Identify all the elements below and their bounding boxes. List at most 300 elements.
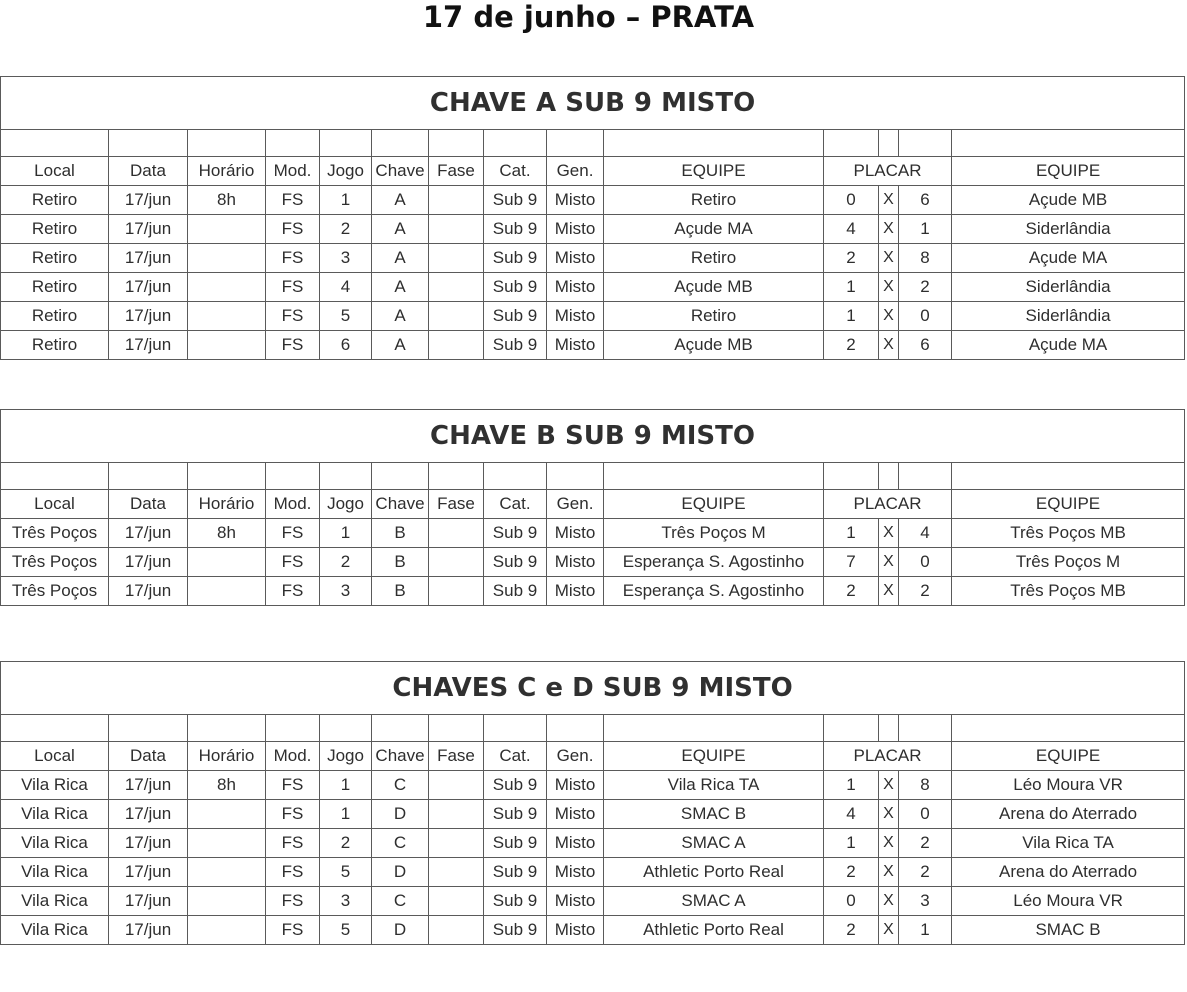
cell-local: Retiro (1, 186, 109, 215)
cell-jogo: 6 (320, 331, 372, 360)
blank-cell (1, 463, 109, 490)
column-header: Jogo (320, 742, 372, 771)
cell-equipe-1: Retiro (604, 302, 824, 331)
blank-cell (188, 715, 266, 742)
cell-chave: B (372, 519, 429, 548)
cell-jogo: 1 (320, 800, 372, 829)
cell-placar-2: 6 (899, 186, 952, 215)
blank-cell (824, 130, 879, 157)
cell-placar-2: 6 (899, 331, 952, 360)
cell-placar-2: 2 (899, 829, 952, 858)
schedule-table (0, 661, 1185, 945)
cell-horario: 8h (188, 771, 266, 800)
cell-cat: Sub 9 (484, 186, 547, 215)
cell-local: Vila Rica (1, 887, 109, 916)
cell-gen: Misto (547, 548, 604, 577)
blank-cell (484, 130, 547, 157)
cell-equipe-2: Três Poços MB (952, 577, 1185, 606)
cell-cat: Sub 9 (484, 244, 547, 273)
cell-gen: Misto (547, 771, 604, 800)
cell-cat: Sub 9 (484, 829, 547, 858)
cell-placar-x: X (879, 829, 899, 858)
cell-fase (429, 887, 484, 916)
cell-fase (429, 215, 484, 244)
cell-data: 17/jun (109, 858, 188, 887)
cell-placar-2: 8 (899, 771, 952, 800)
cell-placar-1: 0 (824, 887, 879, 916)
column-header: Local (1, 742, 109, 771)
blank-cell (372, 130, 429, 157)
section-heading-row (1, 77, 1185, 130)
cell-local: Retiro (1, 244, 109, 273)
column-header: Mod. (266, 742, 320, 771)
cell-placar-2: 3 (899, 887, 952, 916)
cell-data: 17/jun (109, 916, 188, 945)
cell-equipe-1: Açude MB (604, 273, 824, 302)
cell-equipe-1: Retiro (604, 186, 824, 215)
cell-placar-1: 4 (824, 215, 879, 244)
cell-mod: FS (266, 800, 320, 829)
cell-local: Três Poços (1, 577, 109, 606)
cell-mod: FS (266, 858, 320, 887)
cell-placar-1: 1 (824, 771, 879, 800)
column-header: Cat. (484, 742, 547, 771)
cell-equipe-2: SMAC B (952, 916, 1185, 945)
cell-horario: 8h (188, 186, 266, 215)
cell-equipe-2: Açude MA (952, 244, 1185, 273)
cell-local: Retiro (1, 331, 109, 360)
cell-placar-x: X (879, 916, 899, 945)
table-row (1, 771, 1185, 800)
column-header: Jogo (320, 157, 372, 186)
cell-data: 17/jun (109, 186, 188, 215)
cell-chave: B (372, 577, 429, 606)
cell-chave: A (372, 186, 429, 215)
cell-placar-x: X (879, 858, 899, 887)
blank-row (1, 130, 1185, 157)
cell-fase (429, 577, 484, 606)
blank-cell (429, 715, 484, 742)
cell-placar-2: 0 (899, 302, 952, 331)
cell-cat: Sub 9 (484, 215, 547, 244)
blank-cell (266, 463, 320, 490)
cell-placar-2: 4 (899, 519, 952, 548)
cell-placar-x: X (879, 244, 899, 273)
column-header: Chave (372, 490, 429, 519)
cell-equipe-1: Athletic Porto Real (604, 916, 824, 945)
cell-chave: D (372, 858, 429, 887)
cell-fase (429, 829, 484, 858)
cell-local: Três Poços (1, 519, 109, 548)
cell-mod: FS (266, 186, 320, 215)
section-heading: CHAVES C e D SUB 9 MISTO (1, 662, 1185, 715)
cell-local: Vila Rica (1, 829, 109, 858)
cell-gen: Misto (547, 244, 604, 273)
column-header: Gen. (547, 157, 604, 186)
blank-cell (188, 130, 266, 157)
blank-cell (320, 130, 372, 157)
cell-mod: FS (266, 519, 320, 548)
cell-mod: FS (266, 273, 320, 302)
cell-placar-x: X (879, 302, 899, 331)
cell-data: 17/jun (109, 331, 188, 360)
cell-data: 17/jun (109, 302, 188, 331)
blank-cell (109, 130, 188, 157)
cell-horario (188, 548, 266, 577)
cell-fase (429, 916, 484, 945)
cell-jogo: 5 (320, 302, 372, 331)
cell-placar-x: X (879, 800, 899, 829)
table-row (1, 331, 1185, 360)
cell-cat: Sub 9 (484, 273, 547, 302)
column-header: Horário (188, 490, 266, 519)
cell-jogo: 4 (320, 273, 372, 302)
section-heading: CHAVE B SUB 9 MISTO (1, 410, 1185, 463)
table-row (1, 244, 1185, 273)
cell-horario: 8h (188, 519, 266, 548)
blank-row (1, 463, 1185, 490)
cell-equipe-2: Três Poços M (952, 548, 1185, 577)
cell-local: Vila Rica (1, 858, 109, 887)
cell-data: 17/jun (109, 519, 188, 548)
cell-equipe-2: Vila Rica TA (952, 829, 1185, 858)
cell-data: 17/jun (109, 829, 188, 858)
column-header: Fase (429, 490, 484, 519)
cell-equipe-2: Léo Moura VR (952, 771, 1185, 800)
cell-placar-1: 0 (824, 186, 879, 215)
blank-cell (899, 715, 952, 742)
cell-placar-x: X (879, 548, 899, 577)
cell-fase (429, 519, 484, 548)
cell-jogo: 3 (320, 887, 372, 916)
cell-fase (429, 771, 484, 800)
cell-mod: FS (266, 916, 320, 945)
cell-placar-1: 1 (824, 302, 879, 331)
cell-jogo: 3 (320, 244, 372, 273)
cell-horario (188, 916, 266, 945)
cell-horario (188, 800, 266, 829)
blank-cell (824, 463, 879, 490)
cell-placar-x: X (879, 186, 899, 215)
schedule-table (0, 76, 1185, 360)
cell-fase (429, 273, 484, 302)
cell-equipe-2: Arena do Aterrado (952, 858, 1185, 887)
blank-cell (879, 463, 899, 490)
cell-equipe-1: SMAC A (604, 829, 824, 858)
column-header: Cat. (484, 490, 547, 519)
blank-cell (188, 463, 266, 490)
blank-row (1, 715, 1185, 742)
cell-placar-1: 2 (824, 858, 879, 887)
blank-cell (109, 463, 188, 490)
blank-cell (952, 463, 1185, 490)
blank-cell (429, 130, 484, 157)
cell-fase (429, 800, 484, 829)
cell-equipe-2: Siderlândia (952, 273, 1185, 302)
cell-horario (188, 887, 266, 916)
cell-jogo: 1 (320, 519, 372, 548)
table-row (1, 577, 1185, 606)
blank-cell (372, 463, 429, 490)
column-header: Local (1, 490, 109, 519)
cell-jogo: 5 (320, 916, 372, 945)
cell-gen: Misto (547, 273, 604, 302)
cell-equipe-2: Açude MA (952, 331, 1185, 360)
cell-equipe-1: Athletic Porto Real (604, 858, 824, 887)
cell-equipe-1: Retiro (604, 244, 824, 273)
cell-placar-1: 2 (824, 244, 879, 273)
cell-horario (188, 829, 266, 858)
cell-equipe-1: Esperança S. Agostinho (604, 577, 824, 606)
cell-data: 17/jun (109, 800, 188, 829)
blank-cell (1, 130, 109, 157)
column-header: Mod. (266, 157, 320, 186)
cell-placar-2: 2 (899, 273, 952, 302)
cell-chave: A (372, 244, 429, 273)
blank-cell (266, 715, 320, 742)
table-row (1, 273, 1185, 302)
blank-cell (484, 715, 547, 742)
cell-data: 17/jun (109, 273, 188, 302)
cell-jogo: 1 (320, 771, 372, 800)
cell-fase (429, 302, 484, 331)
cell-local: Vila Rica (1, 771, 109, 800)
cell-equipe-2: Siderlândia (952, 302, 1185, 331)
cell-equipe-1: Esperança S. Agostinho (604, 548, 824, 577)
cell-cat: Sub 9 (484, 331, 547, 360)
column-header-row (1, 157, 1185, 186)
blank-cell (899, 463, 952, 490)
table-row (1, 548, 1185, 577)
cell-mod: FS (266, 548, 320, 577)
cell-gen: Misto (547, 887, 604, 916)
column-header-placar: PLACAR (824, 742, 952, 771)
section-chave-b (0, 409, 1181, 606)
column-header: Mod. (266, 490, 320, 519)
column-header: Data (109, 157, 188, 186)
cell-horario (188, 244, 266, 273)
blank-cell (952, 130, 1185, 157)
section-heading-row (1, 410, 1185, 463)
cell-local: Retiro (1, 302, 109, 331)
column-header: Chave (372, 742, 429, 771)
cell-equipe-2: Léo Moura VR (952, 887, 1185, 916)
blank-cell (266, 130, 320, 157)
cell-gen: Misto (547, 829, 604, 858)
cell-gen: Misto (547, 186, 604, 215)
cell-placar-1: 1 (824, 829, 879, 858)
cell-gen: Misto (547, 800, 604, 829)
cell-placar-1: 1 (824, 273, 879, 302)
cell-equipe-2: Arena do Aterrado (952, 800, 1185, 829)
column-header-placar: PLACAR (824, 157, 952, 186)
cell-chave: A (372, 273, 429, 302)
cell-chave: B (372, 548, 429, 577)
column-header-row (1, 490, 1185, 519)
cell-chave: A (372, 331, 429, 360)
cell-placar-2: 0 (899, 800, 952, 829)
table-row (1, 858, 1185, 887)
column-header: EQUIPE (604, 742, 824, 771)
cell-placar-1: 2 (824, 331, 879, 360)
column-header: Gen. (547, 742, 604, 771)
column-header: EQUIPE (604, 157, 824, 186)
cell-placar-1: 2 (824, 577, 879, 606)
cell-cat: Sub 9 (484, 302, 547, 331)
cell-local: Retiro (1, 215, 109, 244)
blank-cell (429, 463, 484, 490)
cell-chave: D (372, 916, 429, 945)
column-header: Chave (372, 157, 429, 186)
cell-local: Vila Rica (1, 800, 109, 829)
cell-placar-2: 8 (899, 244, 952, 273)
table-row (1, 302, 1185, 331)
table-row (1, 829, 1185, 858)
cell-placar-1: 4 (824, 800, 879, 829)
cell-gen: Misto (547, 858, 604, 887)
cell-cat: Sub 9 (484, 800, 547, 829)
cell-fase (429, 186, 484, 215)
column-header: EQUIPE (952, 157, 1185, 186)
cell-mod: FS (266, 771, 320, 800)
table-row (1, 800, 1185, 829)
cell-mod: FS (266, 215, 320, 244)
blank-cell (604, 715, 824, 742)
cell-cat: Sub 9 (484, 519, 547, 548)
column-header: Data (109, 742, 188, 771)
cell-fase (429, 548, 484, 577)
cell-placar-2: 0 (899, 548, 952, 577)
cell-mod: FS (266, 244, 320, 273)
table-row (1, 186, 1185, 215)
cell-data: 17/jun (109, 215, 188, 244)
cell-cat: Sub 9 (484, 858, 547, 887)
cell-gen: Misto (547, 916, 604, 945)
cell-chave: C (372, 829, 429, 858)
column-header: Horário (188, 157, 266, 186)
column-header: EQUIPE (604, 490, 824, 519)
column-header: Cat. (484, 157, 547, 186)
cell-cat: Sub 9 (484, 577, 547, 606)
cell-placar-1: 7 (824, 548, 879, 577)
blank-cell (899, 130, 952, 157)
cell-chave: A (372, 302, 429, 331)
column-header: Horário (188, 742, 266, 771)
cell-fase (429, 331, 484, 360)
cell-cat: Sub 9 (484, 916, 547, 945)
cell-placar-2: 2 (899, 577, 952, 606)
cell-local: Três Poços (1, 548, 109, 577)
cell-equipe-1: SMAC A (604, 887, 824, 916)
blank-cell (547, 715, 604, 742)
blank-cell (879, 130, 899, 157)
blank-cell (372, 715, 429, 742)
cell-data: 17/jun (109, 577, 188, 606)
cell-cat: Sub 9 (484, 771, 547, 800)
cell-gen: Misto (547, 519, 604, 548)
cell-mod: FS (266, 302, 320, 331)
blank-cell (604, 463, 824, 490)
cell-placar-x: X (879, 331, 899, 360)
cell-placar-2: 1 (899, 215, 952, 244)
cell-mod: FS (266, 887, 320, 916)
section-heading: CHAVE A SUB 9 MISTO (1, 77, 1185, 130)
cell-equipe-2: Siderlândia (952, 215, 1185, 244)
cell-local: Vila Rica (1, 916, 109, 945)
cell-data: 17/jun (109, 548, 188, 577)
cell-local: Retiro (1, 273, 109, 302)
table-row (1, 887, 1185, 916)
cell-equipe-1: Açude MA (604, 215, 824, 244)
cell-placar-1: 1 (824, 519, 879, 548)
cell-equipe-1: SMAC B (604, 800, 824, 829)
column-header-row (1, 742, 1185, 771)
cell-data: 17/jun (109, 887, 188, 916)
cell-mod: FS (266, 577, 320, 606)
section-heading-row (1, 662, 1185, 715)
cell-horario (188, 302, 266, 331)
cell-mod: FS (266, 829, 320, 858)
column-header-placar: PLACAR (824, 490, 952, 519)
cell-cat: Sub 9 (484, 887, 547, 916)
cell-placar-1: 2 (824, 916, 879, 945)
cell-horario (188, 273, 266, 302)
table-row (1, 916, 1185, 945)
cell-equipe-2: Açude MB (952, 186, 1185, 215)
cell-placar-x: X (879, 887, 899, 916)
schedule-table (0, 409, 1185, 606)
cell-gen: Misto (547, 577, 604, 606)
column-header: Local (1, 157, 109, 186)
blank-cell (952, 715, 1185, 742)
cell-placar-x: X (879, 771, 899, 800)
cell-fase (429, 244, 484, 273)
column-header: Fase (429, 157, 484, 186)
cell-equipe-1: Três Poços M (604, 519, 824, 548)
cell-horario (188, 577, 266, 606)
cell-placar-2: 2 (899, 858, 952, 887)
cell-equipe-2: Três Poços MB (952, 519, 1185, 548)
cell-placar-x: X (879, 519, 899, 548)
column-header: Fase (429, 742, 484, 771)
column-header: EQUIPE (952, 490, 1185, 519)
cell-placar-x: X (879, 215, 899, 244)
cell-jogo: 2 (320, 548, 372, 577)
cell-fase (429, 858, 484, 887)
cell-jogo: 3 (320, 577, 372, 606)
blank-cell (547, 130, 604, 157)
blank-cell (320, 715, 372, 742)
column-header: Data (109, 490, 188, 519)
cell-data: 17/jun (109, 771, 188, 800)
cell-chave: C (372, 771, 429, 800)
blank-cell (320, 463, 372, 490)
cell-chave: A (372, 215, 429, 244)
cell-gen: Misto (547, 302, 604, 331)
cell-gen: Misto (547, 331, 604, 360)
cell-jogo: 1 (320, 186, 372, 215)
cell-data: 17/jun (109, 244, 188, 273)
cell-gen: Misto (547, 215, 604, 244)
cell-horario (188, 331, 266, 360)
cell-mod: FS (266, 331, 320, 360)
page-title: 17 de junho – PRATA (422, 0, 755, 34)
cell-horario (188, 858, 266, 887)
cell-jogo: 5 (320, 858, 372, 887)
blank-cell (484, 463, 547, 490)
cell-placar-x: X (879, 577, 899, 606)
blank-cell (824, 715, 879, 742)
